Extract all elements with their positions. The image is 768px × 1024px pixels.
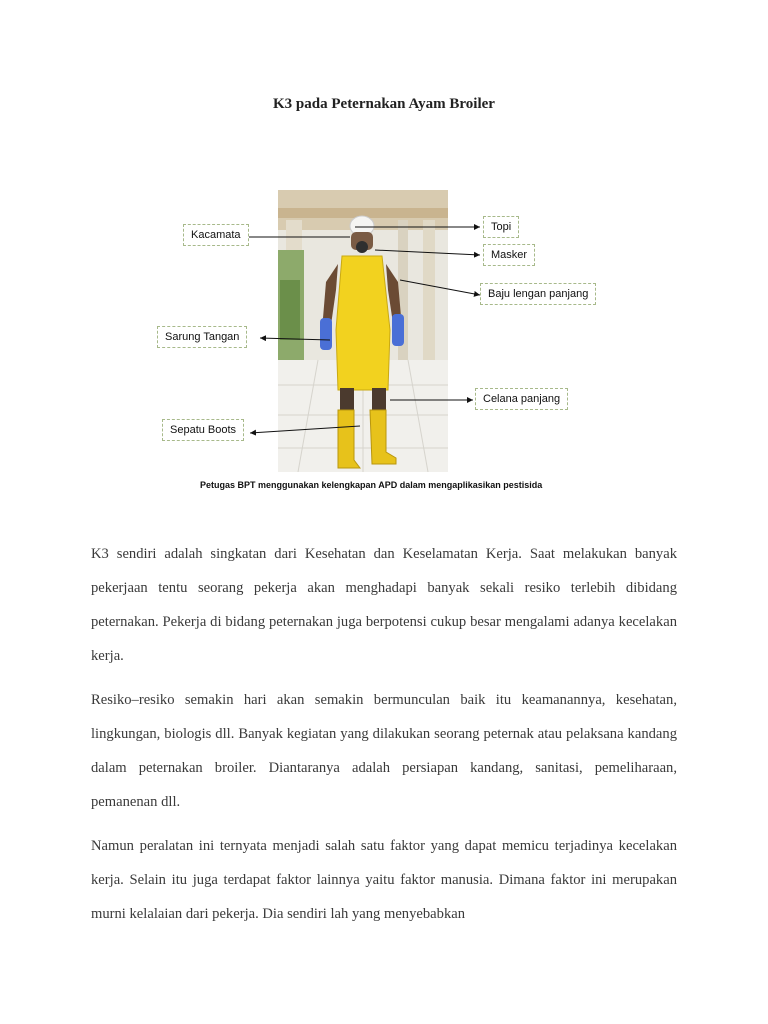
- label-baju-lengan-panjang: Baju lengan panjang: [480, 283, 596, 305]
- paragraph-2: Resiko–resiko semakin hari akan semakin bermunculan baik itu keamanannya, kesehatan, lingkungan, biologis dll. Banyak kegiatan yang dilakukan seorang peternak atau pelaksana kandang dalam peternakan broiler. Diantaranya adalah persiapan kandang, sanitasi, pemeliharaan, pemanenan dll.: [91, 692, 677, 810]
- label-sepatu-boots: Sepatu Boots: [162, 419, 244, 441]
- apd-figure: [150, 180, 620, 500]
- label-sarung-tangan: Sarung Tangan: [157, 326, 247, 348]
- paragraph-3: Namun peralatan ini ternyata menjadi salah satu faktor yang dapat memicu terjadinya kecelakan kerja. Selain itu juga terdapat faktor lainnya yaitu faktor manusia. Dimana faktor ini merupakan murni kelalaian dari pekerja. Dia sendiri lah yang menyebabkan: [91, 838, 677, 922]
- label-kacamata: Kacamata: [183, 224, 249, 246]
- paragraph-1: K3 sendiri adalah singkatan dari Kesehatan dan Keselamatan Kerja. Saat melakukan banyak pekerjaan tentu seorang pekerja akan menghadapi banyak sekali resiko terlebih dibidang peternakan. Pekerja di bidang peternakan juga berpotensi cukup besar mengalami adanya kecelakan kerja.: [91, 546, 677, 664]
- body-text: [91, 537, 677, 941]
- label-celana-panjang: Celana panjang: [475, 388, 568, 410]
- label-topi: Topi: [483, 216, 519, 238]
- label-masker: Masker: [483, 244, 535, 266]
- document-title: K3 pada Peternakan Ayam Broiler: [273, 96, 495, 112]
- figure-caption: Petugas BPT menggunakan kelengkapan APD dalam mengaplikasikan pestisida: [200, 480, 543, 490]
